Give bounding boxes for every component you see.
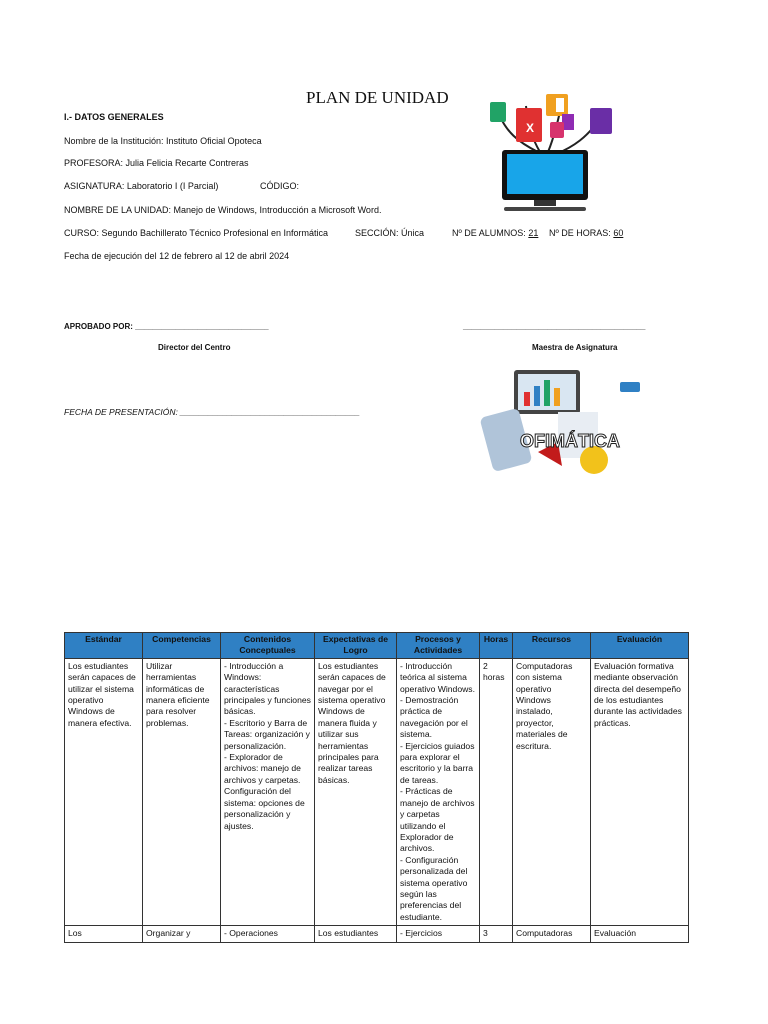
excel-icon — [490, 102, 506, 122]
table-cell: Computadoras — [513, 926, 591, 942]
course-line: CURSO: Segundo Bachillerato Técnico Profesional en Informática — [64, 228, 328, 238]
presentation-date-line: FECHA DE PRESENTACIÓN: ______________________________________ — [64, 407, 360, 417]
computer-apps-illustration — [478, 92, 612, 220]
signature-line: _________________________________________ — [463, 322, 646, 331]
section-title: I.- DATOS GENERALES — [64, 112, 164, 122]
students-count — [452, 228, 538, 238]
ofimatica-title: OFIMÁTICA — [520, 431, 620, 451]
hours-value: 60 — [613, 228, 624, 238]
page-title: PLAN DE UNIDAD — [306, 88, 449, 107]
section-line: SECCIÓN: Única — [355, 228, 425, 238]
table-cell: 3 — [480, 926, 513, 942]
table-cell: - Operaciones — [221, 926, 315, 942]
approved-by-line: APROBADO POR: ______________________________ — [64, 322, 269, 331]
unit-plan-table — [64, 632, 689, 943]
hours-label: Nº DE HORAS: — [549, 228, 611, 238]
header-cell: Expectativas de Logro — [315, 633, 397, 659]
code-label: CÓDIGO: — [260, 181, 300, 191]
table-header-row — [65, 633, 689, 659]
header-cell: Estándar — [65, 633, 143, 659]
table-row — [65, 926, 689, 942]
table-cell: - Introducción a Windows: características principales y funciones básicas. - Escritorio y Barra de Tareas: organización y personalización. - Explorador de archivos: manejo de archivos y carpetas. Configuración del sistema: opciones de personalización y ajustes. — [221, 658, 315, 925]
unit-name-line: NOMBRE DE LA UNIDAD: Manejo de Windows, Introducción a Microsoft Word. — [64, 205, 382, 215]
access-icon — [550, 122, 564, 138]
table-cell: - Introducción teórica al sistema operativo Windows. - Demostración práctica de navegación por el sistema. - Ejercicios guiados para explorar el escritorio y la barra de tareas. - Prácticas de manejo de archivos y carpetas utilizando el Explorador de archivos. - Configuración personalizada del sistema operativo según las preferencias del estudiante. — [397, 658, 480, 925]
ofimatica-image — [478, 368, 662, 478]
table-cell: Organizar y — [143, 926, 221, 942]
header-cell: Competencias — [143, 633, 221, 659]
table-cell: Utilizar herramientas informáticas de manera eficiente para resolver problemas. — [143, 658, 221, 925]
students-value: 21 — [528, 228, 539, 238]
keyboard-icon — [504, 207, 586, 211]
subject-line: ASIGNATURA: Laboratorio I (I Parcial) — [64, 181, 219, 191]
ofimatica-graphic — [478, 368, 662, 478]
table-cell: Los estudiantes serán capaces de utilizar el sistema operativo Windows de manera efectiva. — [65, 658, 143, 925]
table-cell: Los estudiantes — [315, 926, 397, 942]
header-cell: Contenidos Conceptuales — [221, 633, 315, 659]
table-cell: Evaluación formativa mediante observación directa del desempeño de los estudiantes durante las actividades prácticas. — [591, 658, 689, 925]
teacher-line: PROFESORA: Julia Felicia Recarte Contreras — [64, 158, 249, 168]
table-cell: Los estudiantes serán capaces de navegar por el sistema operativo Windows de manera fluida y utilizar sus herramientas principales para realizar tareas básicas. — [315, 658, 397, 925]
table-cell: Los — [65, 926, 143, 942]
header-cell: Procesos y Actividades — [397, 633, 480, 659]
header-cell: Recursos — [513, 633, 591, 659]
table-cell: Evaluación — [591, 926, 689, 942]
students-label: Nº DE ALUMNOS: — [452, 228, 526, 238]
hours-count — [549, 228, 623, 238]
dates-line: Fecha de ejecución del 12 de febrero al 12 de abril 2024 — [64, 251, 290, 261]
publisher-icon — [590, 108, 612, 134]
table-row — [65, 658, 689, 925]
institution-line: Nombre de la Institución: Instituto Oficial Opoteca — [64, 136, 262, 146]
teacher-role-label: Maestra de Asignatura — [532, 343, 618, 352]
header-cell: Evaluación — [591, 633, 689, 659]
svg-text:X: X — [526, 121, 535, 135]
header-cell: Horas — [480, 633, 513, 659]
table-cell: 2 horas — [480, 658, 513, 925]
table-cell: - Ejercicios — [397, 926, 480, 942]
table-cell: Computadoras con sistema operativo Windows instalado, proyector, materiales de escritura. — [513, 658, 591, 925]
director-label: Director del Centro — [158, 343, 231, 352]
